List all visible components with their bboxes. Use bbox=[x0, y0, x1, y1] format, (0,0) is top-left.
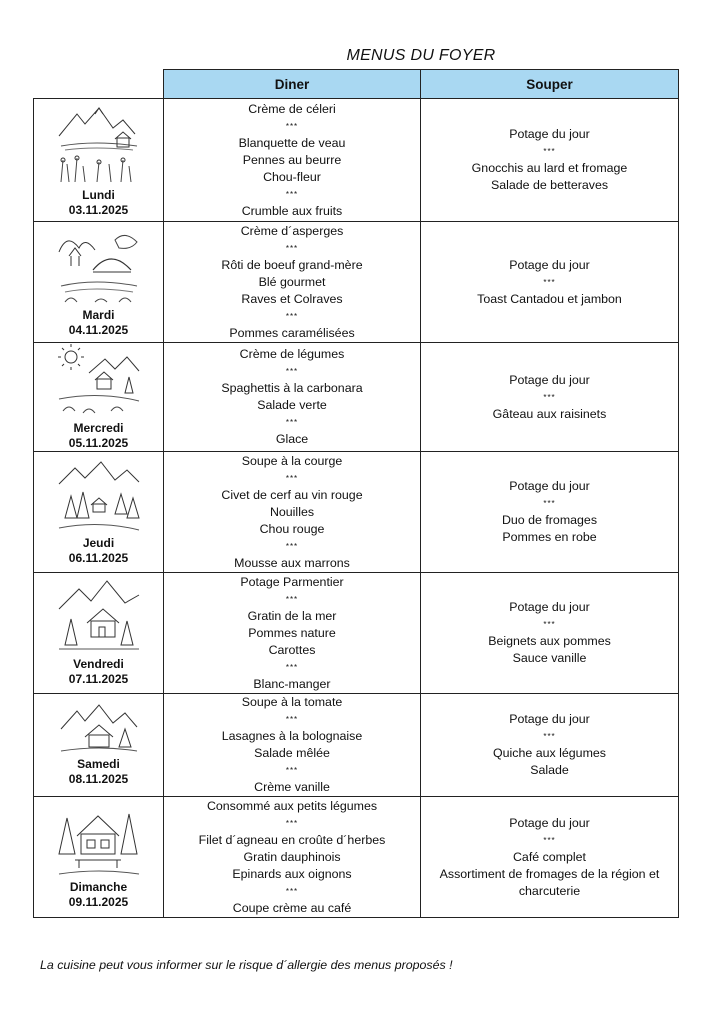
course-separator: *** bbox=[285, 541, 299, 551]
menu-item: Gratin de la mer bbox=[247, 608, 337, 623]
souper-menu-cell bbox=[421, 452, 679, 573]
menu-item: Potage du jour bbox=[509, 479, 590, 493]
souper-menu-cell bbox=[421, 797, 679, 918]
menu-item: Potage du jour bbox=[509, 372, 590, 387]
menu-item: Pommes caramélisées bbox=[229, 325, 355, 340]
course-separator: *** bbox=[543, 499, 556, 508]
day-date: 05.11.2025 bbox=[68, 436, 129, 450]
diner-menu-cell bbox=[164, 694, 421, 797]
menu-item: Raves et Colraves bbox=[241, 291, 343, 306]
menu-item: Gratin dauphinois bbox=[243, 849, 341, 864]
menu-item: Lasagnes à la bolognaise bbox=[221, 729, 363, 743]
menu-item: Carottes bbox=[268, 642, 316, 657]
day-cell bbox=[34, 694, 164, 797]
menu-item: Mousse aux marrons bbox=[234, 555, 350, 570]
menu-item: Pommes nature bbox=[248, 625, 336, 640]
menu-item: Consommé aux petits légumes bbox=[206, 798, 378, 813]
menu-item: Crumble aux fruits bbox=[241, 203, 343, 218]
menu-item: Potage Parmentier bbox=[240, 574, 344, 589]
blank-header-cell bbox=[34, 70, 164, 99]
course-separator: *** bbox=[543, 147, 556, 156]
day-name: Dimanche bbox=[69, 880, 128, 894]
course-separator: *** bbox=[285, 418, 299, 427]
course-separator: *** bbox=[285, 473, 299, 483]
day-row bbox=[34, 343, 679, 452]
menu-item: Duo de fromages bbox=[501, 513, 598, 527]
menu-item: Assortiment de fromages de la région et charcuterie bbox=[439, 866, 660, 898]
day-row bbox=[34, 222, 679, 343]
menu-item: Potage du jour bbox=[509, 257, 590, 272]
menu-item: Spaghettis à la carbonara bbox=[221, 381, 363, 395]
diner-menu-cell bbox=[164, 222, 421, 343]
souper-menu-cell bbox=[421, 343, 679, 452]
course-separator: *** bbox=[285, 243, 299, 253]
course-separator: *** bbox=[285, 766, 299, 775]
menu-item: Potage du jour bbox=[509, 712, 590, 726]
day-name: Jeudi bbox=[82, 536, 115, 550]
menu-item: Salade mêlée bbox=[254, 746, 330, 760]
day-name: Mercredi bbox=[73, 421, 124, 435]
menu-item: Sauce vanille bbox=[512, 651, 587, 665]
day-date: 06.11.2025 bbox=[68, 551, 129, 565]
menu-item: Salade de betteraves bbox=[490, 178, 609, 192]
menu-item: Beignets aux pommes bbox=[488, 634, 611, 648]
diner-menu-cell bbox=[164, 343, 421, 452]
course-separator: *** bbox=[285, 886, 299, 896]
menu-item: Gnocchis au lard et fromage bbox=[471, 161, 628, 175]
menu-item: Blanquette de veau bbox=[238, 135, 346, 150]
menu-item: Crème de légumes bbox=[239, 347, 345, 361]
diner-menu-cell bbox=[164, 452, 421, 573]
course-separator: *** bbox=[285, 715, 299, 724]
day-cell bbox=[34, 452, 164, 573]
menu-item: Café complet bbox=[512, 849, 586, 864]
menu-item: Filet d´agneau en croûte d´herbes bbox=[198, 832, 386, 847]
day-date: 09.11.2025 bbox=[68, 895, 129, 909]
menu-item: Crème d´asperges bbox=[240, 223, 344, 238]
menu-item: Epinards aux oignons bbox=[232, 866, 352, 881]
day-name: Lundi bbox=[82, 188, 115, 202]
mountain-chalet-sketch-icon bbox=[55, 579, 143, 655]
menu-item: Pommes en robe bbox=[502, 530, 597, 544]
course-separator: *** bbox=[285, 818, 299, 828]
course-separator: *** bbox=[285, 189, 299, 199]
menu-item: Nouilles bbox=[269, 504, 315, 519]
course-separator: *** bbox=[543, 392, 556, 402]
menu-item: Pennes au beurre bbox=[242, 152, 342, 167]
mountain-lake-sketch-icon bbox=[55, 102, 143, 186]
day-row bbox=[34, 573, 679, 694]
sunny-village-sketch-icon bbox=[55, 343, 143, 419]
menu-item: Blé gourmet bbox=[258, 274, 326, 289]
course-separator: *** bbox=[543, 732, 556, 741]
menu-item: Salade verte bbox=[257, 398, 327, 412]
menu-item: Gâteau aux raisinets bbox=[492, 406, 607, 421]
alpine-hut-sketch-icon bbox=[55, 703, 143, 755]
menu-item: Rôti de boeuf grand-mère bbox=[221, 257, 363, 272]
allergy-notice: La cuisine peut vous informer sur le risque d´allergie des menus proposés ! bbox=[40, 958, 453, 972]
menu-item: Crème de céleri bbox=[248, 101, 336, 116]
diner-menu-cell bbox=[164, 99, 421, 222]
souper-menu-cell bbox=[421, 222, 679, 343]
menu-item: Potage du jour bbox=[509, 127, 590, 141]
menu-item: Chou-fleur bbox=[263, 169, 321, 184]
souper-menu-cell bbox=[421, 573, 679, 694]
menu-item: Soupe à la tomate bbox=[241, 695, 343, 709]
day-date: 04.11.2025 bbox=[68, 323, 129, 337]
course-separator: *** bbox=[543, 835, 556, 845]
menu-table bbox=[33, 69, 679, 918]
course-separator: *** bbox=[285, 594, 299, 604]
menu-item: Potage du jour bbox=[509, 600, 590, 614]
page-title: MENUS DU FOYER bbox=[346, 47, 496, 64]
forest-cabin-sketch-icon bbox=[55, 804, 143, 878]
day-row bbox=[34, 99, 679, 222]
day-cell bbox=[34, 573, 164, 694]
day-row bbox=[34, 797, 679, 918]
day-date: 03.11.2025 bbox=[68, 203, 129, 217]
menu-item: Crème vanille bbox=[254, 780, 330, 794]
day-name: Mardi bbox=[82, 308, 115, 322]
day-row bbox=[34, 452, 679, 573]
souper-header: Souper bbox=[421, 70, 679, 99]
diner-menu-cell bbox=[164, 573, 421, 694]
menu-item: Blanc-manger bbox=[253, 676, 331, 691]
course-separator: *** bbox=[543, 620, 556, 629]
course-separator: *** bbox=[285, 311, 299, 321]
garden-bridge-sketch-icon bbox=[55, 226, 143, 306]
day-date: 07.11.2025 bbox=[68, 672, 129, 686]
course-separator: *** bbox=[285, 367, 299, 376]
day-cell bbox=[34, 99, 164, 222]
day-cell bbox=[34, 797, 164, 918]
course-separator: *** bbox=[543, 277, 556, 287]
souper-menu-cell bbox=[421, 99, 679, 222]
day-date: 08.11.2025 bbox=[68, 772, 129, 786]
diner-menu-cell bbox=[164, 797, 421, 918]
menu-item: Coupe crème au café bbox=[232, 900, 352, 915]
menu-item: Quiche aux légumes bbox=[493, 746, 606, 760]
day-name: Vendredi bbox=[73, 657, 124, 671]
day-cell bbox=[34, 343, 164, 452]
day-row bbox=[34, 694, 679, 797]
course-separator: *** bbox=[285, 662, 299, 672]
souper-menu-cell bbox=[421, 694, 679, 797]
menu-item: Potage du jour bbox=[509, 815, 590, 830]
course-separator: *** bbox=[285, 121, 299, 131]
alpine-valley-sketch-icon bbox=[55, 458, 143, 534]
menu-item: Glace bbox=[275, 432, 309, 446]
day-cell bbox=[34, 222, 164, 343]
menu-item: Soupe à la courge bbox=[241, 453, 343, 468]
menu-item: Toast Cantadou et jambon bbox=[477, 291, 622, 306]
menu-item: Salade bbox=[530, 763, 569, 777]
menu-item: Civet de cerf au vin rouge bbox=[221, 487, 363, 502]
diner-header: Diner bbox=[164, 70, 421, 99]
menu-item: Chou rouge bbox=[259, 521, 325, 536]
day-name: Samedi bbox=[77, 757, 120, 771]
